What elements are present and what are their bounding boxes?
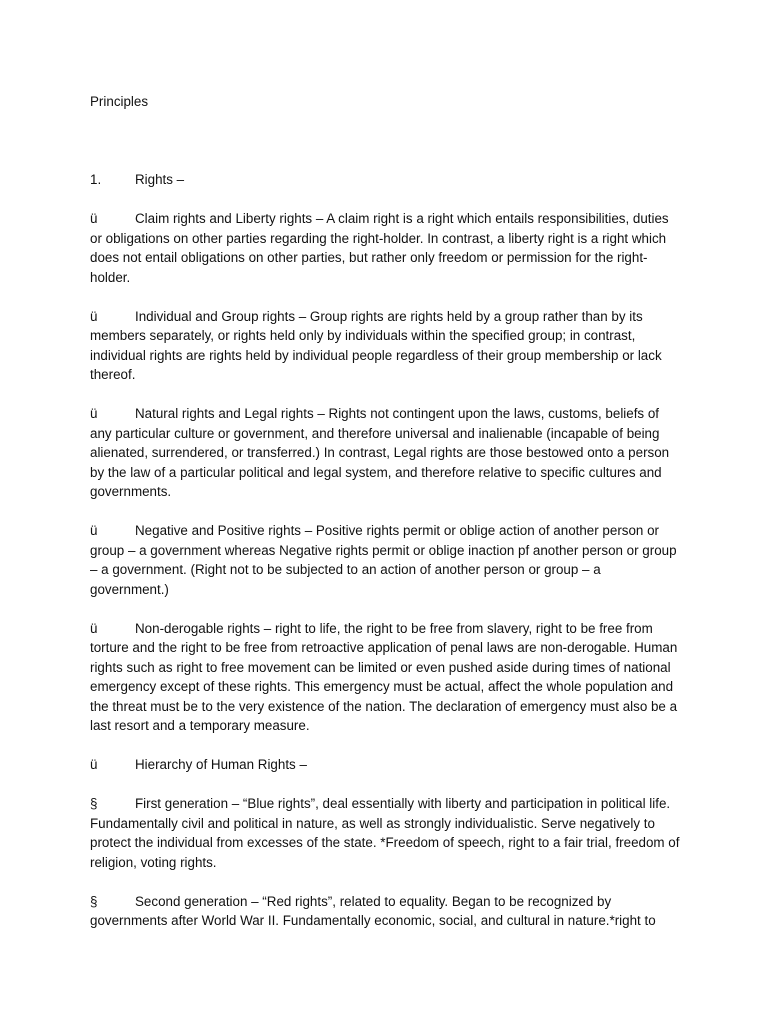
paragraph-text: Negative and Positive rights – Positive rights permit or oblige action of another person or group – a government whereas Negative rights permit or oblige inaction pf another person or group – a government. (Right not to be subjected to an action of another person or group – a government.) bbox=[90, 523, 677, 597]
list-item-natural-legal-rights bbox=[90, 404, 682, 502]
paragraph-text: Non-derogable rights – right to life, the right to be free from slavery, right to be free from torture and the right to be free from retroactive application of penal laws are non-derogable. Human rights such as right to free movement can be limited or even pushed aside during times of national emergency except of these rights. This emergency must be actual, affect the whole population and the threat must be to the very existence of the nation. The declaration of emergency must also be a last resort and a temporary measure. bbox=[90, 620, 678, 733]
section-heading-rights bbox=[90, 170, 682, 190]
paragraph-text: Claim rights and Liberty rights – A claim right is a right which entails responsibilities, duties or obligations on other parties regarding the right-holder. In contrast, a liberty right is a right which does not entail obligations on other parties, but rather only freedom or permission for the right-holder. bbox=[90, 211, 669, 285]
section-sign-marker: § bbox=[90, 893, 98, 909]
list-item-hierarchy-of-rights bbox=[90, 755, 682, 775]
bullet-marker: ü bbox=[90, 308, 98, 324]
document-body bbox=[90, 170, 682, 950]
list-item-non-derogable-rights bbox=[90, 619, 682, 736]
paragraph-text: Individual and Group rights – Group rights are rights held by a group rather than by its members separately, or rights held only by individuals within the specified group; in contrast, individual rights are rights held by individual people regardless of their group membership or lack thereof. bbox=[90, 308, 662, 382]
paragraph-text: Second generation – “Red rights”, related to equality. Began to be recognized by governments after World War II. Fundamentally economic, social, and cultural in nature.*right to bbox=[90, 893, 656, 928]
paragraph-text: First generation – “Blue rights”, deal essentially with liberty and participation in political life. Fundamentally civil and political in nature, as well as strongly individualistic. Serve negatively to protect the individual from excesses of the state. *Freedom of speech, right to a fair trial, freedom of religion, voting rights. bbox=[90, 796, 680, 870]
list-item-negative-positive-rights bbox=[90, 521, 682, 599]
bullet-marker: ü bbox=[90, 406, 98, 421]
bullet-marker: ü bbox=[90, 523, 98, 538]
paragraph-text: Natural rights and Legal rights – Rights not contingent upon the laws, customs, beliefs of any particular culture or government, and therefore universal and inalienable (incapable of being alienated, surrendered, or transferred.) In contrast, Legal rights are those bestowed onto a person by the law of a particular political and legal system, and therefore relative to specific cultures and governments. bbox=[90, 406, 670, 499]
bullet-marker: ü bbox=[90, 620, 98, 636]
paragraph-text: Rights – bbox=[135, 172, 185, 187]
document-title: Principles bbox=[90, 94, 149, 109]
sub-item-second-generation bbox=[90, 892, 682, 931]
list-item-claim-liberty-rights bbox=[90, 209, 682, 287]
section-sign-marker: § bbox=[90, 796, 98, 811]
paragraph-text: Hierarchy of Human Rights – bbox=[135, 757, 307, 772]
list-item-individual-group-rights bbox=[90, 307, 682, 385]
sub-item-first-generation bbox=[90, 794, 682, 872]
list-number: 1. bbox=[90, 172, 102, 187]
bullet-marker: ü bbox=[90, 211, 98, 226]
bullet-marker: ü bbox=[90, 757, 98, 772]
